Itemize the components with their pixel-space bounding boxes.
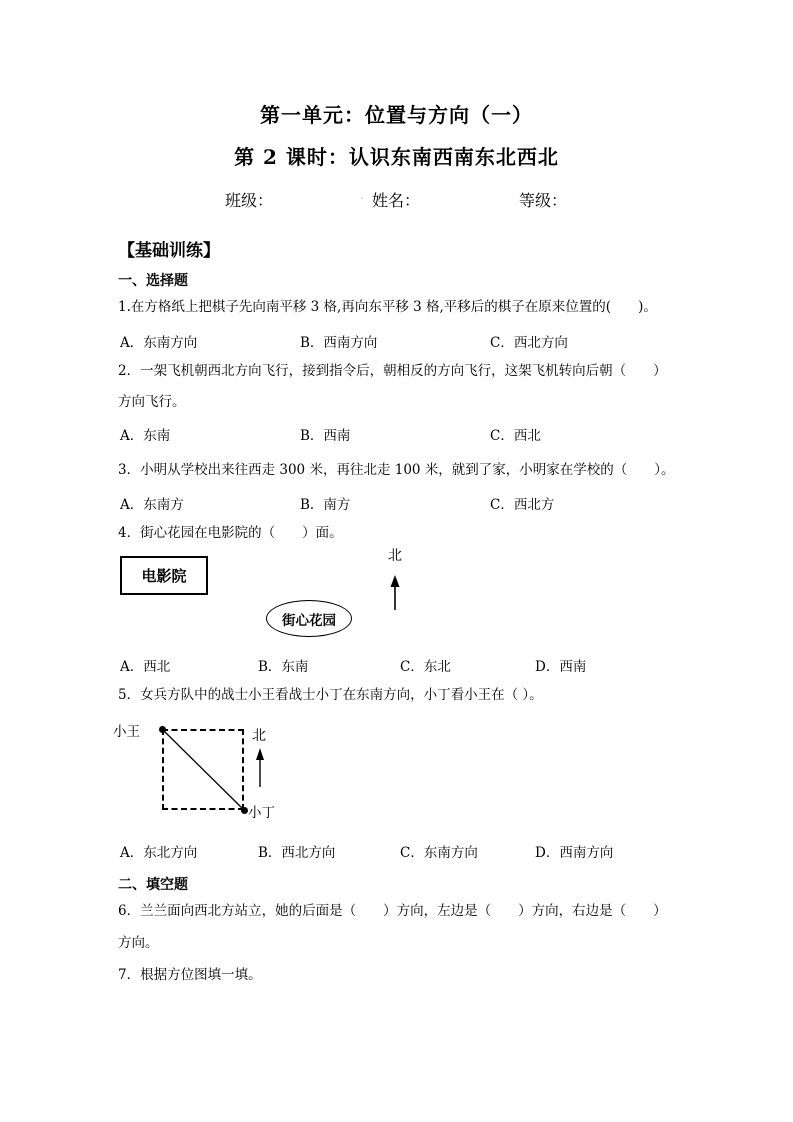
class-field-label: 班级：: [225, 191, 274, 210]
question-4-option-d[interactable]: D．西南: [535, 659, 587, 675]
question-6-text-line2: 方向。: [118, 935, 159, 951]
question-4-option-b[interactable]: B．东南: [258, 659, 309, 675]
question-3-option-c[interactable]: C．西北方: [490, 497, 555, 513]
grade-field-label: 等级：: [519, 191, 568, 210]
garden-ellipse: [266, 600, 352, 637]
question-1-option-a[interactable]: A．东南方向: [120, 335, 198, 351]
question-5-option-a[interactable]: A．东北方向: [120, 845, 198, 861]
student-info-row: [0, 188, 793, 212]
question-3-option-a[interactable]: A．东南方: [120, 497, 184, 513]
north-indicator-2: [248, 715, 284, 787]
question-1-option-b[interactable]: B．西南方向: [300, 335, 378, 351]
north-indicator-1: [378, 545, 418, 620]
question-5-option-d[interactable]: D．西南方向: [535, 845, 614, 861]
question-2-text-line2: 方向飞行。: [118, 394, 186, 410]
question-2-text-line1: 2．一架飞机朝西北方向飞行，接到指令后，朝相反的方向飞行，这架飞机转向后朝（ ）: [118, 363, 667, 379]
north-label-2: 北: [252, 728, 266, 744]
point-marker-wang: [159, 726, 166, 733]
question-5-option-c[interactable]: C．东南方向: [400, 845, 478, 861]
label-ding: 小丁: [248, 805, 275, 821]
question-2-option-b[interactable]: B．西南: [300, 428, 351, 444]
point-marker-ding: [241, 807, 248, 814]
question-4-option-c[interactable]: C．东北: [400, 659, 451, 675]
diagram-cinema-garden: [110, 545, 450, 650]
section-heading-multiple-choice: 一、选择题: [118, 273, 188, 289]
page-title-lesson: 第 2 课时：认识东南西南东北西北: [234, 145, 559, 169]
question-2-option-a[interactable]: A．东南: [120, 428, 171, 444]
section-heading-basic-training: 【基础训练】: [118, 241, 220, 261]
info-dot-artifact: .: [360, 188, 365, 203]
question-1-option-c[interactable]: C．西北方向: [490, 335, 568, 351]
north-label-1: 北: [388, 548, 402, 564]
question-7-text: 7．根据方位图填一填。: [118, 967, 262, 983]
section-heading-fill-in-blank: 二、填空题: [118, 877, 188, 893]
question-3-option-b[interactable]: B．南方: [300, 497, 351, 513]
page-title-unit: 第一单元：位置与方向（一）: [260, 103, 533, 127]
question-6-text-line1: 6．兰兰面向西北方站立，她的后面是（ ）方向，左边是（ ）方向，右边是（ ）: [118, 903, 667, 919]
question-4-option-a[interactable]: A．西北: [120, 659, 171, 675]
diagram-wang-ding: [110, 715, 410, 827]
cinema-label: 电影院: [141, 567, 187, 585]
north-arrow-icon-1: [378, 545, 418, 620]
north-arrow-icon-2: [248, 715, 284, 787]
question-1-text: 1.在方格纸上把棋子先向南平移 3 格,再向东平移 3 格,平移后的棋子在原来位置的( )。: [118, 299, 657, 315]
cinema-box: [120, 556, 208, 595]
dashed-square-shape: [162, 729, 244, 810]
garden-label: 街心花园: [282, 612, 336, 629]
label-wang: 小王: [113, 724, 140, 740]
question-5-text: 5．女兵方队中的战士小王看战士小丁在东南方向，小丁看小王在（ ）。: [118, 687, 543, 703]
name-field-label: 姓名：: [372, 191, 421, 210]
question-3-text: 3．小明从学校出来往西走 300 米，再往北走 100 米，就到了家，小明家在学校的（ ）。: [118, 462, 675, 478]
question-4-text: 4．街心花园在电影院的（ ）面。: [118, 525, 343, 541]
question-2-option-c[interactable]: C．西北: [490, 428, 541, 444]
question-5-option-b[interactable]: B．西北方向: [258, 845, 336, 861]
